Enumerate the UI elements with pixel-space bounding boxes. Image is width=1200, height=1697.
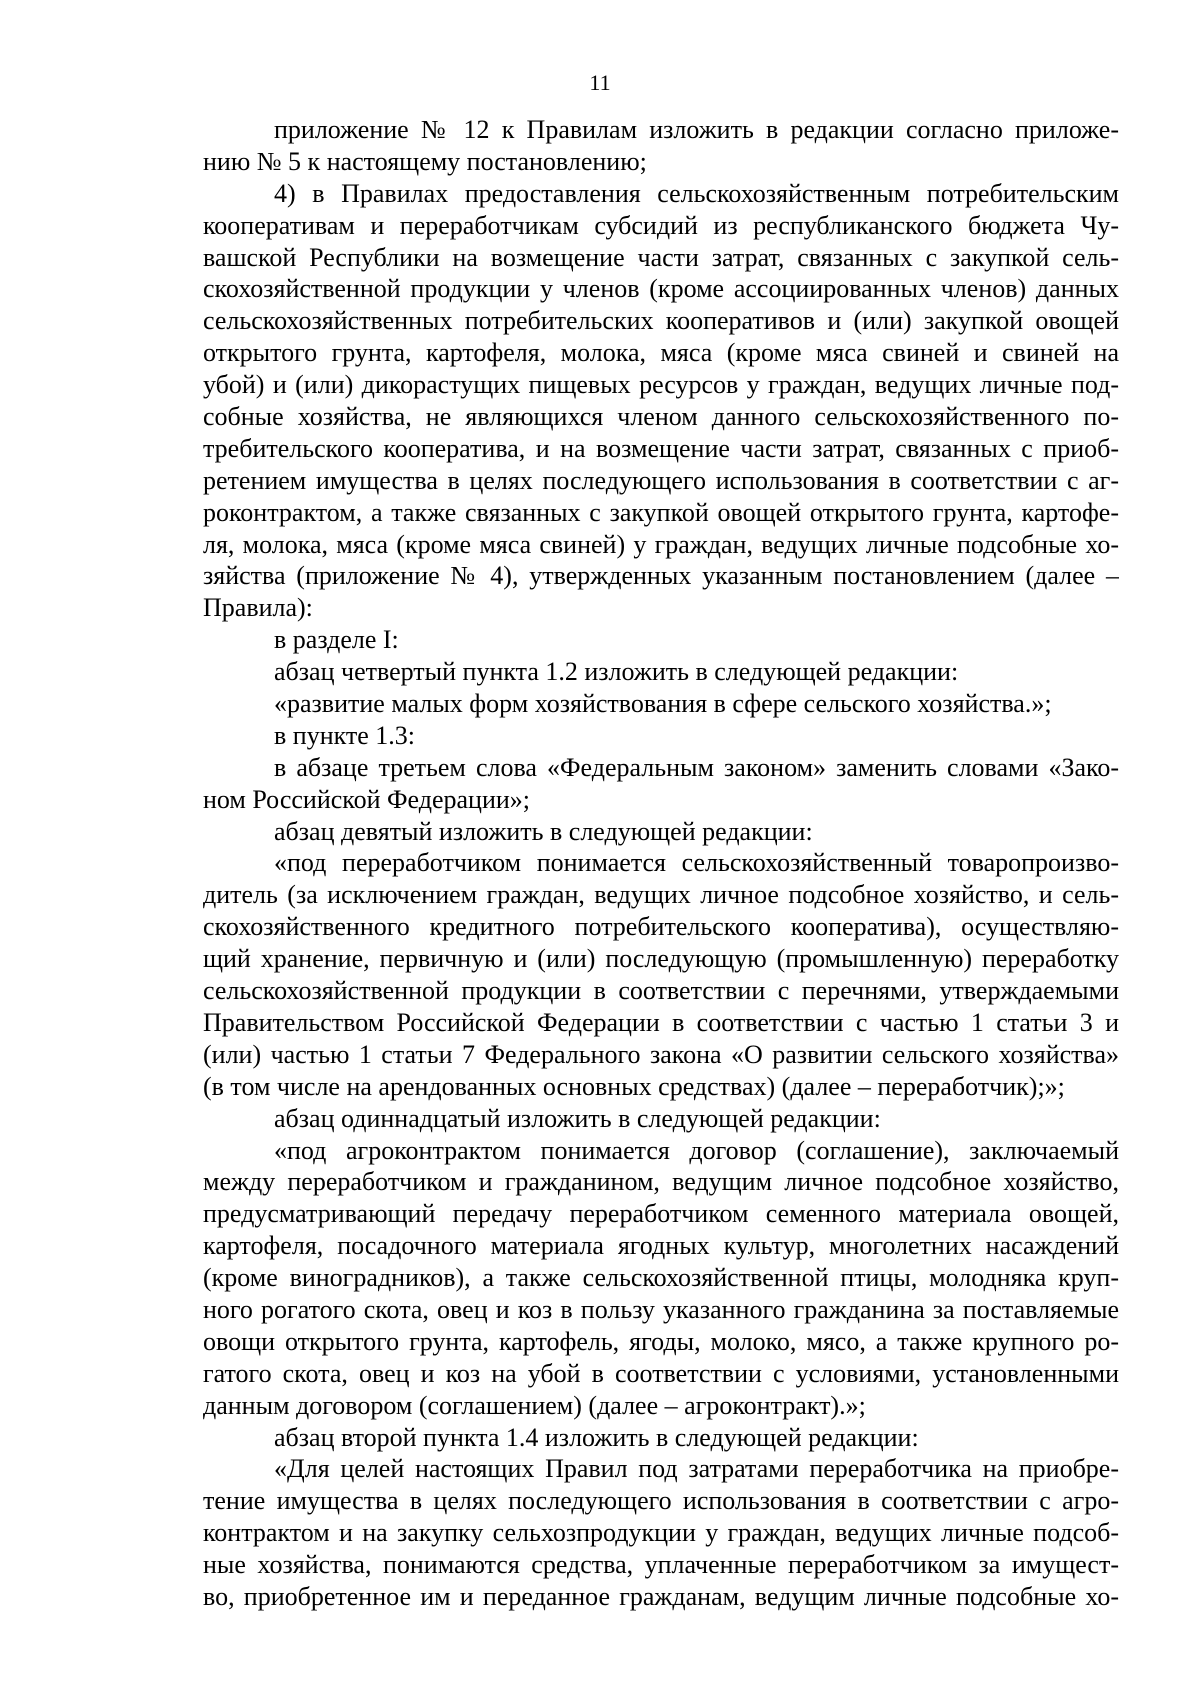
text-line: данным договором (соглашением) (далее – агроконтракт).»;: [203, 1390, 866, 1420]
text-line: приложение № 12 к Правилам изложить в редакции согласно приложе-: [274, 115, 1119, 144]
text-line: дитель (за исключением граждан, ведущих личное подсобное хозяйство, и сель-: [203, 880, 1119, 910]
text-line: абзац одиннадцатый изложить в следующей редакции:: [274, 1103, 881, 1133]
text-line: абзац четвертый пункта 1.2 изложить в следующей редакции:: [274, 657, 959, 687]
text-line: сельскохозяйственной продукции в соответствии с перечнями, утверждаемыми: [203, 976, 1119, 1006]
text-line: ля, молока, мяса (кроме мяса свиней) у граждан, ведущих личные подсобные хо-: [203, 529, 1119, 559]
text-line: в разделе I:: [274, 625, 399, 655]
text-line: картофеля, посадочного материала ягодных культур, многолетних насаждений: [203, 1231, 1119, 1261]
text-line: «под агроконтрактом понимается договор (соглашение), заключаемый: [274, 1135, 1119, 1165]
text-line: роконтрактом, а также связанных с закупкой овощей открытого грунта, картофе-: [203, 497, 1119, 527]
text-line: (или) частью 1 статьи 7 Федерального закона «О развитии сельского хозяйства»: [203, 1039, 1119, 1069]
text-line: открытого грунта, картофеля, молока, мяса (кроме мяса свиней и свиней на: [203, 338, 1119, 368]
text-line: убой) и (или) дикорастущих пищевых ресурсов у граждан, ведущих личные под-: [203, 370, 1119, 400]
page-number: 11: [589, 70, 611, 95]
text-line: Правительством Российской Федерации в соответствии с частью 1 статьи 3 и: [203, 1007, 1119, 1037]
text-line: в пункте 1.3:: [274, 720, 416, 750]
text-line: ретением имущества в целях последующего использования в соответствии с аг-: [203, 465, 1119, 495]
text-line: (в том числе на арендованных основных средствах) (далее – переработчик);»;: [203, 1071, 1065, 1101]
text-line: «под переработчиком понимается сельскохозяйственный товаропроизво-: [274, 848, 1119, 878]
text-line: ные хозяйства, понимаются средства, уплаченные переработчиком за имущест-: [203, 1550, 1119, 1580]
text-line: кооперативам и переработчикам субсидий из республиканского бюджета Чу-: [203, 210, 1119, 240]
text-line: сельскохозяйственных потребительских кооперативов и (или) закупкой овощей: [203, 306, 1119, 336]
text-line: между переработчиком и гражданином, ведущим личное подсобное хозяйство,: [203, 1167, 1119, 1197]
text-line: (кроме виноградников), а также сельскохозяйственной птицы, молодняка круп-: [203, 1263, 1119, 1293]
text-line: щий хранение, первичную и (или) последующую (промышленную) переработку: [203, 944, 1119, 974]
text-line: ного рогатого скота, овец и коз в пользу указанного гражданина за поставляемые: [203, 1294, 1119, 1324]
text-line: тение имущества в целях последующего использования в соответствии с агро-: [203, 1486, 1119, 1516]
document-body: [203, 114, 1119, 1613]
text-line: скохозяйственной продукции у членов (кроме ассоциированных членов) данных: [203, 274, 1119, 304]
text-line: абзац девятый изложить в следующей редакции:: [274, 816, 813, 846]
text-line: вашской Республики на возмещение части затрат, связанных с закупкой сель-: [203, 242, 1119, 272]
text-line: предусматривающий передачу переработчиком семенного материала овощей,: [203, 1199, 1119, 1229]
text-line: «развитие малых форм хозяйствования в сфере сельского хозяйства.»;: [274, 689, 1052, 719]
text-line: контрактом и на закупку сельхозпродукции у граждан, ведущих личные подсоб-: [203, 1518, 1119, 1548]
text-line: собные хозяйства, не являющихся членом данного сельскохозяйственного по-: [203, 402, 1119, 432]
text-line: 4) в Правилах предоставления сельскохозяйственным потребительским: [274, 178, 1119, 208]
text-line: требительского кооператива, и на возмещение части затрат, связанных с приоб-: [203, 433, 1119, 463]
text-line: в абзаце третьем слова «Федеральным законом» заменить словами «Зако-: [274, 752, 1119, 782]
text-line: гатого скота, овец и коз на убой в соответствии с условиями, установленными: [203, 1358, 1119, 1388]
text-line: овощи открытого грунта, картофель, ягоды, молоко, мясо, а также крупного ро-: [203, 1326, 1119, 1356]
text-line: зяйства (приложение № 4), утвержденных указанным постановлением (далее –: [203, 561, 1119, 591]
text-line: нию № 5 к настоящему постановлению;: [203, 146, 647, 176]
text-line: абзац второй пункта 1.4 изложить в следующей редакции:: [274, 1422, 919, 1452]
text-line: во, приобретенное им и переданное гражданам, ведущим личные подсобные хо-: [203, 1581, 1119, 1611]
text-line: «Для целей настоящих Правил под затратами переработчика на приобре-: [274, 1454, 1119, 1484]
text-line: Правила):: [203, 593, 313, 623]
text-line: скохозяйственного кредитного потребительского кооператива), осуществляю-: [203, 912, 1119, 942]
text-line: ном Российской Федерации»;: [203, 784, 531, 814]
